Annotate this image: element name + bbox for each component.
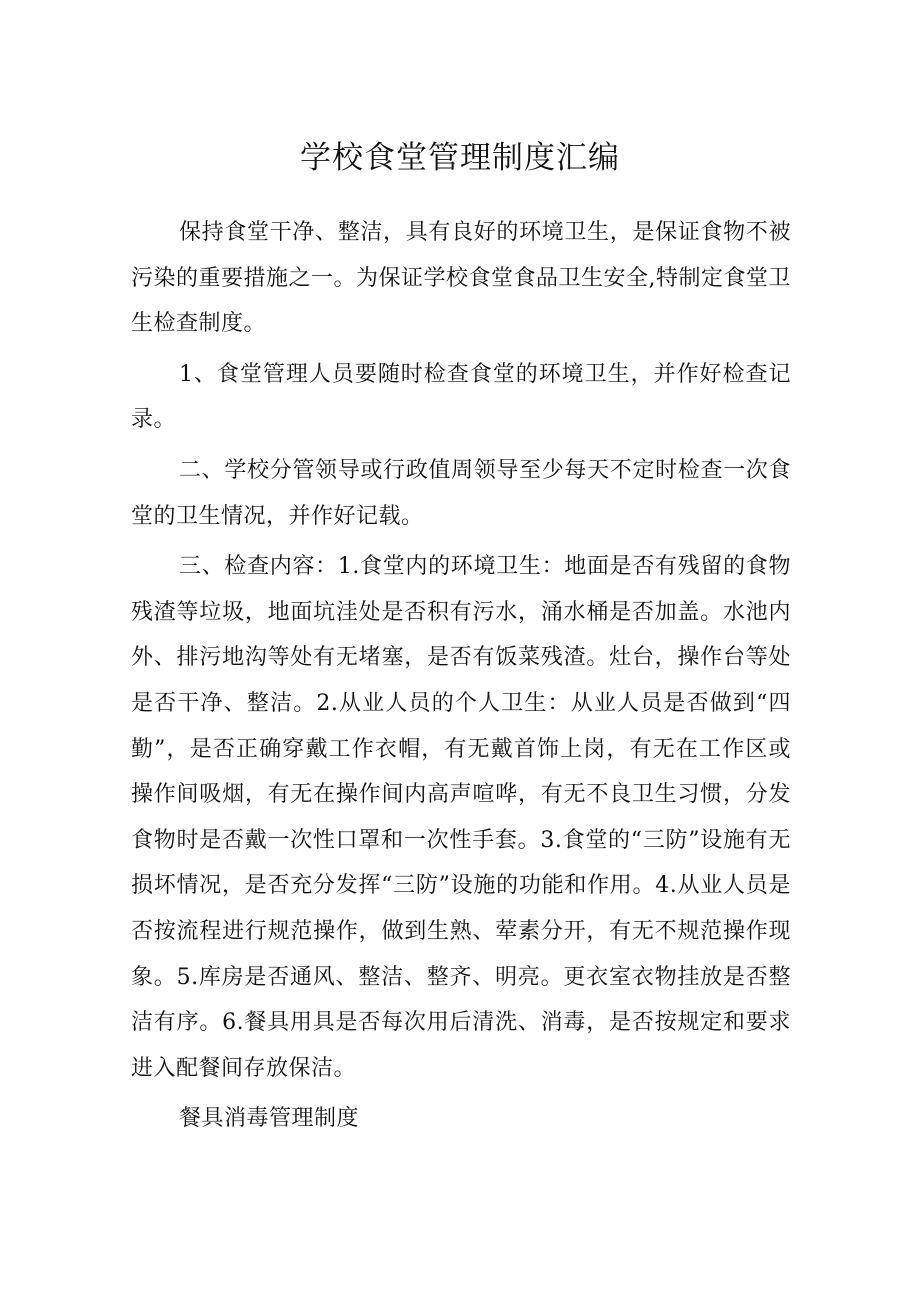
rule-paragraph-1: 1、食堂管理人员要随时检查食堂的环境卫生，并作好检查记录。	[131, 361, 791, 433]
document-body	[131, 210, 791, 1147]
intro-paragraph: 保持食堂干净、整洁，具有良好的环境卫生，是保证食物不被污染的重要措施之一。为保证学校食堂食品卫生安全,特制定食堂卫生检查制度。	[131, 220, 791, 337]
rule-paragraph-2: 二、学校分管领导或行政值周领导至少每天不定时检查一次食堂的卫生情况，并作好记载。	[131, 457, 791, 529]
rule-paragraph-3: 三、检查内容：1.食堂内的环境卫生：地面是否有残留的食物残渣等垃圾，地面坑洼处是否积有污水，涌水桶是否加盖。水池内外、排污地沟等处有无堵塞，是否有饭菜残渣。灶台，操作台等处是否干净、整洁。2.从业人员的个人卫生：从业人员是否做到“四勤”，是否正确穿戴工作衣帽，有无戴首饰上岗，有无在工作区或操作间吸烟，有无在操作间内高声喧哗，有无不良卫生习惯，分发食物时是否戴一次性口罩和一次性手套。3.食堂的“三防”设施有无损坏情况，是否充分发挥“三防”设施的功能和作用。4.从业人员是否按流程进行规范操作，做到生熟、荤素分开，有无不规范操作现象。5.库房是否通风、整洁、整齐、明亮。更衣室衣物挂放是否整洁有序。6.餐具用具是否每次用后清洗、消毒，是否按规定和要求进入配餐间存放保洁。	[131, 554, 791, 1081]
section-heading: 餐具消毒管理制度	[179, 1106, 360, 1132]
document-title: 学校食堂管理制度汇编	[300, 140, 620, 176]
